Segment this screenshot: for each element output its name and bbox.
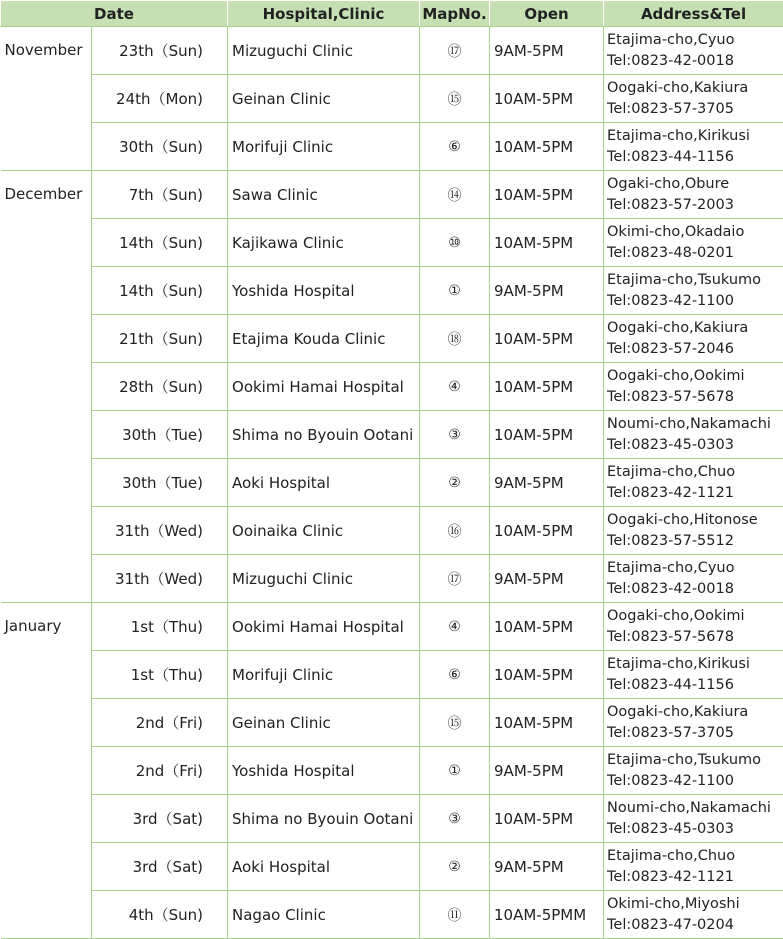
- address-text: Etajima-cho,Kirikusi: [607, 126, 781, 147]
- day-label: 30th（Sun): [92, 123, 228, 171]
- day-label: 14th（Sun): [92, 219, 228, 267]
- tel-text: Tel:0823-44-1156: [607, 147, 781, 168]
- map-number: ④: [420, 603, 490, 651]
- map-number: ①: [420, 267, 490, 315]
- address-tel-cell: [604, 459, 783, 507]
- header-map-number: MapNo.: [420, 1, 490, 27]
- address-tel-cell: [604, 891, 783, 939]
- day-label: 2nd（Fri): [92, 699, 228, 747]
- hospital-name: Aoki Hospital: [228, 459, 420, 507]
- map-number: ⑥: [420, 651, 490, 699]
- address-tel-cell: [604, 411, 783, 459]
- hospital-name: Sawa Clinic: [228, 171, 420, 219]
- table-row: [1, 267, 783, 315]
- header-row: [1, 1, 783, 27]
- table-row: [1, 315, 783, 363]
- header-hospital: Hospital,Clinic: [228, 1, 420, 27]
- map-number: ⑩: [420, 219, 490, 267]
- tel-text: Tel:0823-42-1121: [607, 867, 781, 888]
- hospital-name: Nagao Clinic: [228, 891, 420, 939]
- open-hours: 10AM-5PMM: [490, 891, 604, 939]
- address-text: Noumi-cho,Nakamachi: [607, 798, 781, 819]
- tel-text: Tel:0823-57-5512: [607, 531, 781, 552]
- address-tel-cell: [604, 651, 783, 699]
- hospital-name: Mizuguchi Clinic: [228, 27, 420, 75]
- open-hours: 10AM-5PM: [490, 219, 604, 267]
- map-number: ⑯: [420, 507, 490, 555]
- address-text: Oogaki-cho,Hitonose: [607, 510, 781, 531]
- hospital-name: Aoki Hospital: [228, 843, 420, 891]
- header-open-hours: Open: [490, 1, 604, 27]
- day-label: 1st（Thu): [92, 651, 228, 699]
- map-number: ⑰: [420, 27, 490, 75]
- day-label: 30th（Tue): [92, 411, 228, 459]
- tel-text: Tel:0823-48-0201: [607, 243, 781, 264]
- header-date: Date: [1, 1, 228, 27]
- table-row: [1, 747, 783, 795]
- map-number: ⑥: [420, 123, 490, 171]
- open-hours: 9AM-5PM: [490, 459, 604, 507]
- day-label: 23th（Sun): [92, 27, 228, 75]
- tel-text: Tel:0823-42-1121: [607, 483, 781, 504]
- open-hours: 9AM-5PM: [490, 267, 604, 315]
- address-text: Etajima-cho,Chuo: [607, 462, 781, 483]
- map-number: ③: [420, 411, 490, 459]
- address-text: Okimi-cho,Miyoshi: [607, 894, 781, 915]
- open-hours: 10AM-5PM: [490, 315, 604, 363]
- address-tel-cell: [604, 747, 783, 795]
- address-text: Etajima-cho,Cyuo: [607, 558, 781, 579]
- day-label: 24th（Mon): [92, 75, 228, 123]
- tel-text: Tel:0823-42-0018: [607, 579, 781, 600]
- hospital-name: Etajima Kouda Clinic: [228, 315, 420, 363]
- address-text: Oogaki-cho,Kakiura: [607, 318, 781, 339]
- address-text: Oogaki-cho,Kakiura: [607, 78, 781, 99]
- address-text: Etajima-cho,Cyuo: [607, 30, 781, 51]
- table-row: [1, 27, 783, 75]
- hospital-name: Ookimi Hamai Hospital: [228, 603, 420, 651]
- address-tel-cell: [604, 267, 783, 315]
- tel-text: Tel:0823-42-1100: [607, 771, 781, 792]
- table-row: [1, 171, 783, 219]
- tel-text: Tel:0823-57-3705: [607, 723, 781, 744]
- open-hours: 10AM-5PM: [490, 75, 604, 123]
- open-hours: 9AM-5PM: [490, 555, 604, 603]
- hospital-name: Geinan Clinic: [228, 75, 420, 123]
- open-hours: 10AM-5PM: [490, 699, 604, 747]
- table-row: [1, 363, 783, 411]
- address-text: Okimi-cho,Okadaio: [607, 222, 781, 243]
- tel-text: Tel:0823-57-2003: [607, 195, 781, 216]
- address-tel-cell: [604, 555, 783, 603]
- address-tel-cell: [604, 507, 783, 555]
- address-text: Oogaki-cho,Ookimi: [607, 606, 781, 627]
- day-label: 31th（Wed): [92, 507, 228, 555]
- open-hours: 10AM-5PM: [490, 411, 604, 459]
- table-row: [1, 507, 783, 555]
- tel-text: Tel:0823-57-2046: [607, 339, 781, 360]
- address-text: Ogaki-cho,Obure: [607, 174, 781, 195]
- address-tel-cell: [604, 603, 783, 651]
- tel-text: Tel:0823-45-0303: [607, 819, 781, 840]
- table-row: [1, 891, 783, 939]
- open-hours: 10AM-5PM: [490, 507, 604, 555]
- address-text: Etajima-cho,Tsukumo: [607, 270, 781, 291]
- table-row: [1, 699, 783, 747]
- map-number: ⑮: [420, 699, 490, 747]
- open-hours: 9AM-5PM: [490, 27, 604, 75]
- map-number: ⑪: [420, 891, 490, 939]
- address-tel-cell: [604, 795, 783, 843]
- map-number: ①: [420, 747, 490, 795]
- address-tel-cell: [604, 219, 783, 267]
- address-tel-cell: [604, 315, 783, 363]
- table-header: [1, 1, 783, 27]
- table-row: [1, 795, 783, 843]
- map-number: ⑭: [420, 171, 490, 219]
- map-number: ④: [420, 363, 490, 411]
- hospital-name: Shima no Byouin Ootani: [228, 411, 420, 459]
- hospital-name: Kajikawa Clinic: [228, 219, 420, 267]
- day-label: 7th（Sun): [92, 171, 228, 219]
- address-tel-cell: [604, 75, 783, 123]
- day-label: 4th（Sun): [92, 891, 228, 939]
- table-row: [1, 603, 783, 651]
- map-number: ②: [420, 459, 490, 507]
- address-tel-cell: [604, 27, 783, 75]
- address-text: Noumi-cho,Nakamachi: [607, 414, 781, 435]
- table-row: [1, 75, 783, 123]
- tel-text: Tel:0823-44-1156: [607, 675, 781, 696]
- day-label: 3rd（Sat): [92, 795, 228, 843]
- month-label: January: [1, 603, 92, 939]
- address-tel-cell: [604, 699, 783, 747]
- map-number: ②: [420, 843, 490, 891]
- table-row: [1, 555, 783, 603]
- day-label: 21th（Sun): [92, 315, 228, 363]
- table-body: [1, 27, 783, 939]
- address-tel-cell: [604, 123, 783, 171]
- month-label: November: [1, 27, 92, 171]
- address-text: Oogaki-cho,Kakiura: [607, 702, 781, 723]
- tel-text: Tel:0823-57-3705: [607, 99, 781, 120]
- hospital-name: Ooinaika Clinic: [228, 507, 420, 555]
- tel-text: Tel:0823-57-5678: [607, 627, 781, 648]
- map-number: ③: [420, 795, 490, 843]
- address-text: Oogaki-cho,Ookimi: [607, 366, 781, 387]
- hospital-name: Morifuji Clinic: [228, 123, 420, 171]
- address-tel-cell: [604, 171, 783, 219]
- hospital-name: Mizuguchi Clinic: [228, 555, 420, 603]
- hospital-name: Yoshida Hospital: [228, 267, 420, 315]
- open-hours: 10AM-5PM: [490, 603, 604, 651]
- day-label: 2nd（Fri): [92, 747, 228, 795]
- tel-text: Tel:0823-45-0303: [607, 435, 781, 456]
- map-number: ⑱: [420, 315, 490, 363]
- open-hours: 9AM-5PM: [490, 747, 604, 795]
- day-label: 31th（Wed): [92, 555, 228, 603]
- hospital-name: Shima no Byouin Ootani: [228, 795, 420, 843]
- address-text: Etajima-cho,Kirikusi: [607, 654, 781, 675]
- tel-text: Tel:0823-42-1100: [607, 291, 781, 312]
- tel-text: Tel:0823-42-0018: [607, 51, 781, 72]
- day-label: 28th（Sun): [92, 363, 228, 411]
- table-row: [1, 219, 783, 267]
- open-hours: 10AM-5PM: [490, 363, 604, 411]
- address-tel-cell: [604, 363, 783, 411]
- open-hours: 10AM-5PM: [490, 123, 604, 171]
- address-text: Etajima-cho,Tsukumo: [607, 750, 781, 771]
- tel-text: Tel:0823-57-5678: [607, 387, 781, 408]
- open-hours: 10AM-5PM: [490, 795, 604, 843]
- map-number: ⑰: [420, 555, 490, 603]
- header-address-tel: Address&Tel: [604, 1, 783, 27]
- open-hours: 9AM-5PM: [490, 843, 604, 891]
- day-label: 14th（Sun): [92, 267, 228, 315]
- day-label: 3rd（Sat): [92, 843, 228, 891]
- hospital-name: Ookimi Hamai Hospital: [228, 363, 420, 411]
- table-row: [1, 411, 783, 459]
- map-number: ⑮: [420, 75, 490, 123]
- hospital-name: Yoshida Hospital: [228, 747, 420, 795]
- address-text: Etajima-cho,Chuo: [607, 846, 781, 867]
- table-row: [1, 459, 783, 507]
- day-label: 1st（Thu): [92, 603, 228, 651]
- hospital-name: Geinan Clinic: [228, 699, 420, 747]
- address-tel-cell: [604, 843, 783, 891]
- open-hours: 10AM-5PM: [490, 171, 604, 219]
- month-label: December: [1, 171, 92, 603]
- hospital-name: Morifuji Clinic: [228, 651, 420, 699]
- day-label: 30th（Tue): [92, 459, 228, 507]
- table-row: [1, 843, 783, 891]
- table-row: [1, 123, 783, 171]
- open-hours: 10AM-5PM: [490, 651, 604, 699]
- tel-text: Tel:0823-47-0204: [607, 915, 781, 936]
- table-row: [1, 651, 783, 699]
